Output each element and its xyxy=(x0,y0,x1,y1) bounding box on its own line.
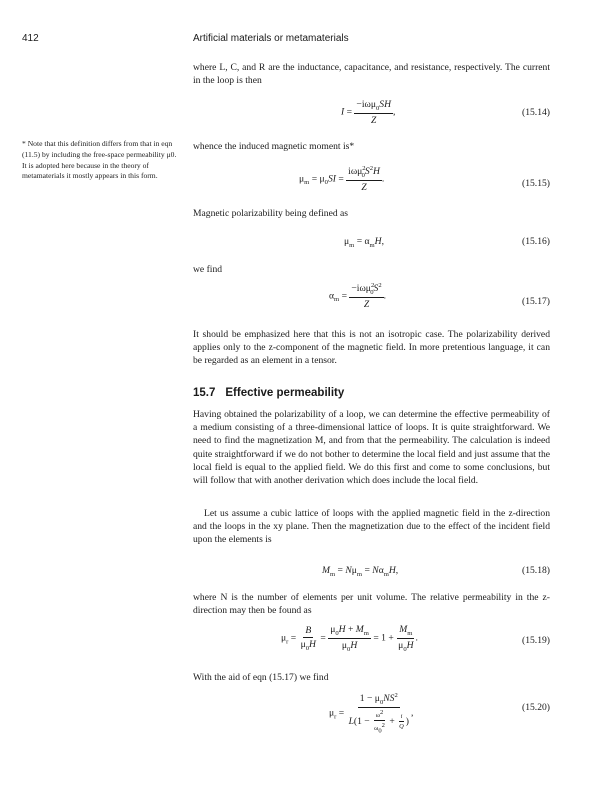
paragraph-8: where N is the number of elements per unit volume. The relative permeability in the z-direction may then be found as xyxy=(193,592,550,617)
equation-15-17: $\alpha_m$ = $\frac{-i\omega\mu^2_0S^2}{Z}$ . (15.17) xyxy=(329,282,550,311)
paragraph-9: With the aid of eqn (15.17) we find xyxy=(193,672,329,683)
running-title: Artificial materials or metamaterials xyxy=(193,33,349,44)
paragraph-6: Having obtained the polarizability of a loop, we can determine the effective permeability of a medium consisting of a three-dimensional lattice of loops. It is quite straightforward. We need to find the magnetization M, and from that the permeability. The calculation is indeed quite straightforward if we do not bother to determine the local field and just assume that the local field is equal to the applied field. We do this first and come to some conclusions, but will follow that with another derivation which does include the local field. xyxy=(193,409,550,487)
paragraph-5: It should be emphasized here that this is not an isotropic case. The polarizability derived applies only to the z-component of the magnetic field. In more pretentious language, it can be regarded as an element in a tensor. xyxy=(193,329,550,367)
section-heading xyxy=(193,387,354,399)
paragraph-7: Let us assume a cubic lattice of loops with the applied magnetic field in the z-direction and the loops in the xy plane. Then the magnetization due to the effect of the incident field upon the elements is xyxy=(193,508,550,546)
equation-number: (15.14) xyxy=(522,107,550,118)
sidenote: * Note that this definition differs from that in eqn (11.5) by including the free-space permeability μ0. It is adopted here because in the theory of metamaterials it mostly appears in this form. xyxy=(22,139,177,181)
paragraph-3: Magnetic polarizability being defined as xyxy=(193,208,349,219)
equation-15-16: $\mu_m = \alpha_mH$, (15.16) xyxy=(344,236,550,249)
equation-number: (15.19) xyxy=(522,635,550,646)
equation-15-19: $\mu_r$ = $\frac{B}{\mu_0H}$ = $\frac{\mu_0H + M_m}{\mu_0H}$ = 1 + $\frac{M_m}{\mu_0H}$ . (15.19) xyxy=(281,624,550,653)
page-number: 412 xyxy=(22,33,39,44)
equation-15-14: I = $\frac{-i\omega\mu_0SH}{Z}$ , (15.14) xyxy=(341,99,550,126)
equation-number: (15.16) xyxy=(522,236,550,247)
paragraph-1: where L, C, and R are the inductance, capacitance, and resistance, respectively. The current in the loop is then xyxy=(193,62,550,87)
equation-15-20: $\mu_r$ = $1 - \mu_0NS^2$ L(1 − $\frac{\omega^2}{\omega_0^2}$ + $\frac{i}{Q}$ ) , (15.20) xyxy=(329,692,550,735)
equation-number: (15.17) xyxy=(522,296,550,307)
section-number: 15.7 xyxy=(193,387,216,399)
equation-number: (15.15) xyxy=(522,178,550,189)
section-title: Effective permeability xyxy=(225,387,345,399)
equation-number: (15.18) xyxy=(522,565,550,576)
equation-number: (15.20) xyxy=(522,702,550,713)
paragraph-4: we find xyxy=(193,264,223,275)
equation-15-18: $M_m = N\mu_m = N\alpha_mH$, (15.18) xyxy=(322,565,550,578)
equation-15-15: $\mu_m = \mu_0SI$ = $\frac{i\omega\mu^2_0S^2H}{Z}$ . (15.15) xyxy=(299,165,550,194)
paragraph-2: whence the induced magnetic moment is* xyxy=(193,141,355,152)
